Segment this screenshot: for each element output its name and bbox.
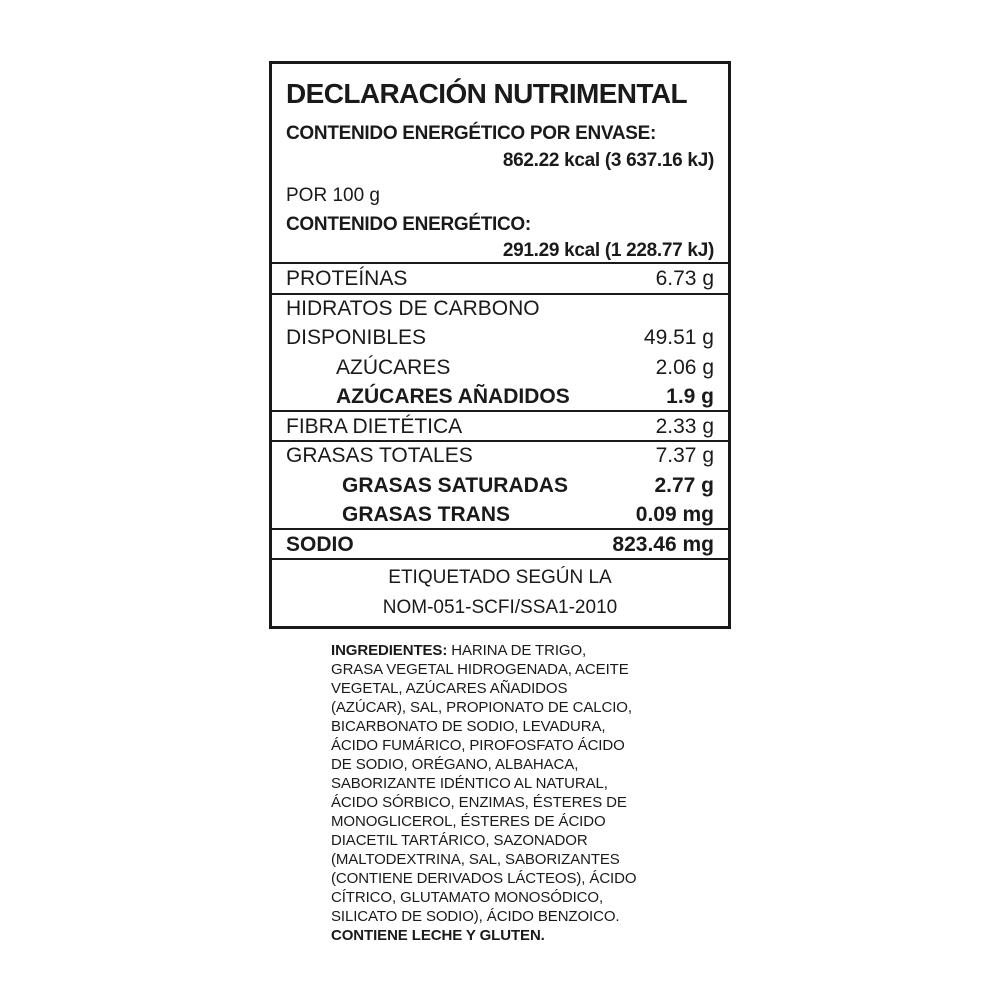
energy-value: 291.29 kcal (1 228.77 kJ): [502, 240, 714, 261]
nutrient-value: 7.37 g: [655, 443, 714, 467]
nutrient-name: AZÚCARES: [336, 355, 451, 379]
nutrient-row-sodio: [286, 530, 714, 559]
nutrient-value: 0.09 mg: [635, 502, 714, 526]
ingredients-line: VEGETAL, AZÚCARES AÑADIDOS: [331, 680, 568, 697]
allergen-statement: [331, 926, 691, 945]
nutrient-row-grasas-trans: [342, 500, 714, 529]
nutrient-name: DISPONIBLES: [286, 325, 427, 349]
nutrient-name: PROTEÍNAS: [286, 266, 408, 290]
nutrient-value: 823.46 mg: [612, 532, 714, 556]
ingredients-line: (MALTODEXTRINA, SAL, SABORIZANTES: [331, 851, 620, 868]
ingredients-line: MONOGLICEROL, ÉSTERES DE ÁCIDO: [331, 813, 606, 830]
nutrient-name: SODIO: [286, 532, 354, 556]
ingredients-line: SILICATO DE SODIO), ÁCIDO BENZOICO.: [331, 908, 620, 925]
nutrient-row-hidratos: [286, 294, 714, 323]
energy-per-package-label: CONTENIDO ENERGÉTICO POR ENVASE:: [286, 123, 657, 144]
ingredients-text: HARINA DE TRIGO,: [451, 642, 587, 659]
nutrition-facts-panel: [269, 61, 731, 629]
nutrient-row-fibra: [286, 412, 714, 441]
regulation-footer-line1: ETIQUETADO SEGÚN LA: [388, 567, 612, 588]
nutrient-name: GRASAS TRANS: [342, 502, 511, 526]
nutrient-name: HIDRATOS DE CARBONO: [286, 296, 540, 320]
ingredients-line: DE SODIO, ORÉGANO, ALBAHACA,: [331, 756, 579, 773]
ingredients-block: [331, 641, 691, 945]
nutrient-name: GRASAS SATURADAS: [342, 473, 568, 497]
label-title: DECLARACIÓN NUTRIMENTAL: [286, 78, 687, 109]
ingredients-line: DIACETIL TARTÁRICO, SAZONADOR: [331, 832, 588, 849]
nutrient-value: 49.51 g: [643, 325, 714, 349]
ingredients-line: BICARBONATO DE SODIO, LEVADURA,: [331, 718, 606, 735]
ingredients-heading: INGREDIENTES:: [331, 642, 448, 659]
nutrient-value: 2.33 g: [655, 414, 714, 438]
nutrient-row-disponibles: [286, 323, 714, 352]
nutrient-value: 2.06 g: [655, 355, 714, 379]
energy-per-package-value: 862.22 kcal (3 637.16 kJ): [502, 150, 714, 171]
nutrient-row-azucares: [336, 353, 714, 382]
ingredients-line: SABORIZANTE IDÉNTICO AL NATURAL,: [331, 775, 608, 792]
per-100g-label: POR 100 g: [286, 185, 380, 206]
nutrient-name: AZÚCARES AÑADIDOS: [336, 384, 570, 408]
nutrient-value: 2.77 g: [654, 473, 714, 497]
nutrient-value: 1.9 g: [666, 384, 714, 408]
regulation-footer-line2: NOM-051-SCFI/SSA1-2010: [382, 597, 618, 618]
ingredients-line: (CONTIENE DERIVADOS LÁCTEOS), ÁCIDO: [331, 870, 637, 887]
ingredients-line: ÁCIDO SÓRBICO, ENZIMAS, ÉSTERES DE: [331, 794, 627, 811]
ingredients-line: CÍTRICO, GLUTAMATO MONOSÓDICO,: [331, 889, 604, 906]
nutrient-row-azucares-anadidos: [336, 382, 714, 411]
nutrient-name: GRASAS TOTALES: [286, 443, 473, 467]
nutrient-name: FIBRA DIETÉTICA: [286, 414, 463, 438]
ingredients-first-line: [331, 641, 691, 660]
nutrient-value: 6.73 g: [655, 266, 714, 290]
separator: [272, 558, 728, 560]
nutrient-row-proteinas: [286, 264, 714, 293]
nutrient-row-grasas-saturadas: [342, 471, 714, 500]
nutrient-row-grasas-totales: [286, 441, 714, 470]
ingredients-line: (AZÚCAR), SAL, PROPIONATO DE CALCIO,: [331, 699, 632, 716]
ingredients-line: ÁCIDO FUMÁRICO, PIROFOSFATO ÁCIDO: [331, 737, 625, 754]
allergen-text: CONTIENE LECHE Y GLUTEN.: [331, 927, 545, 944]
ingredients-line: GRASA VEGETAL HIDROGENADA, ACEITE: [331, 661, 629, 678]
energy-label: CONTENIDO ENERGÉTICO:: [286, 214, 531, 235]
